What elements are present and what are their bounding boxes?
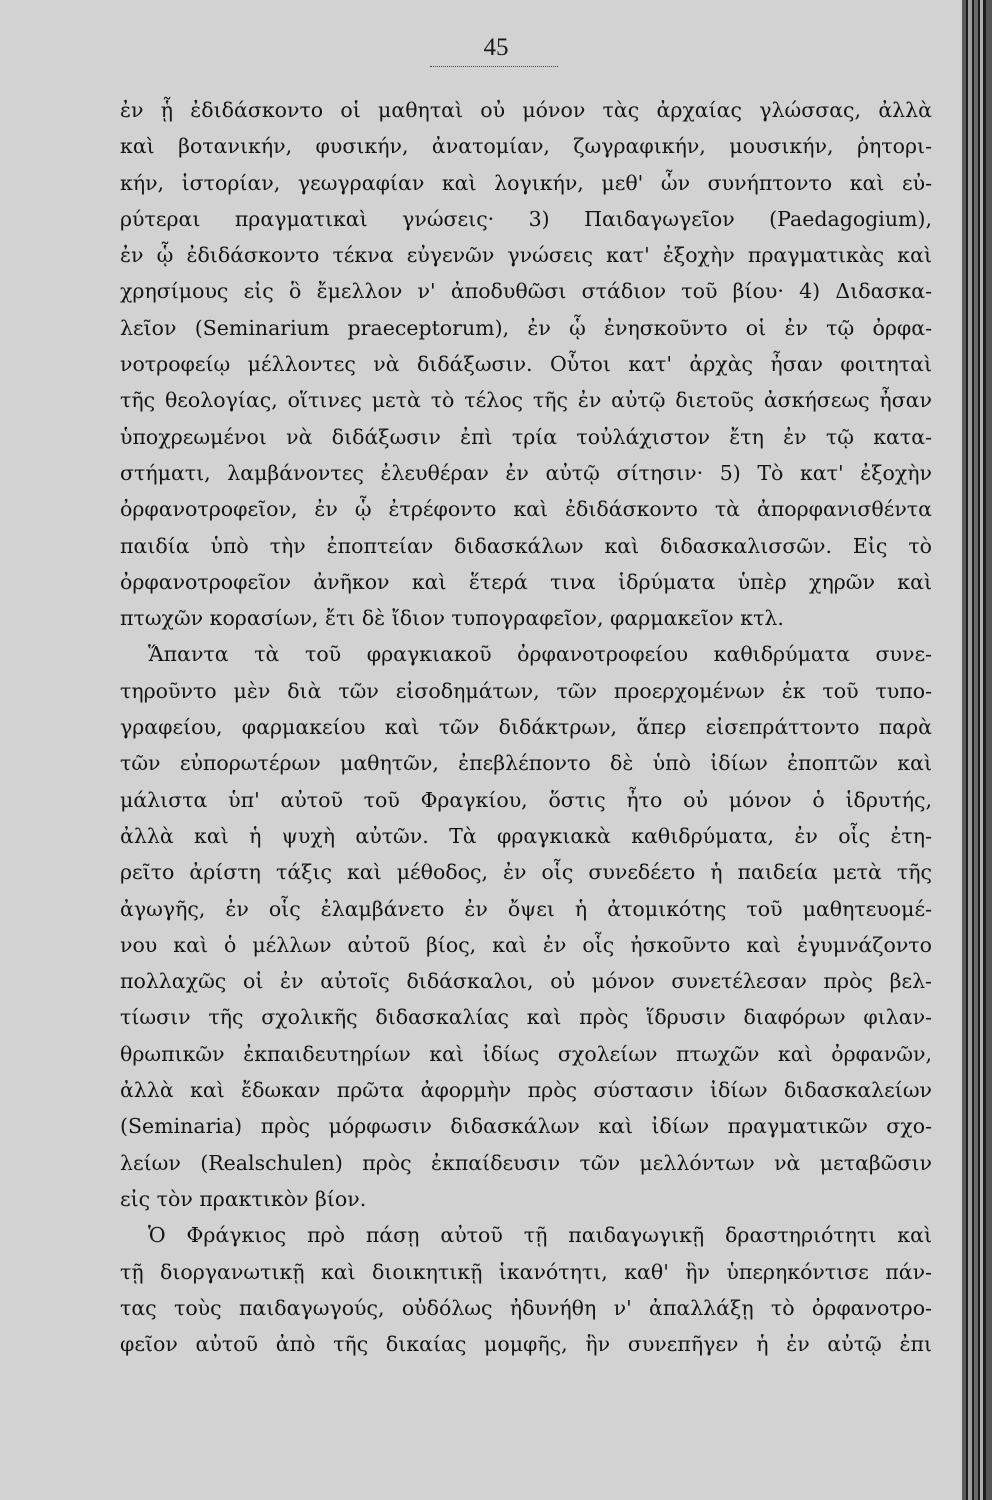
text-line: καὶ βοτανικήν, φυσικήν, ἀνατομίαν, ζωγραφικήν, μουσικήν, ῥητορι- <box>120 134 932 159</box>
text-line: ἀγωγῆς, ἐν οἷς ἐλαμβάνετο ἐν ὄψει ἡ ἀτομικότης τοῦ μαθητευομέ- <box>120 896 932 921</box>
text-line: χρησίμους εἰς ὃ ἔμελλον ν' ἀποδυθῶσι στάδιον τοῦ βίου· 4) Διδασκα- <box>120 279 932 304</box>
page-edge <box>986 0 992 1500</box>
text-line: ἐν ᾧ ἐδιδάσκοντο τέκνα εὐγενῶν γνώσεις κατ' ἐξοχὴν πραγματικὰς καὶ <box>120 243 932 268</box>
text-line: μάλιστα ὑπ' αὐτοῦ τοῦ Φραγκίου, ὅστις ἦτο οὐ μόνον ὁ ἱδρυτής, <box>120 787 932 812</box>
page-edge <box>980 0 983 1500</box>
text-line: τῶν εὐπορωτέρων μαθητῶν, ἐπεβλέποντο δὲ ὑπὸ ἰδίων ἐποπτῶν καὶ <box>120 751 932 776</box>
text-line: πολλαχῶς οἱ ἐν αὐτοῖς διδάσκαλοι, οὐ μόνον συνετέλεσαν πρὸς βελ- <box>120 969 932 994</box>
text-line: τηροῦντο μὲν διὰ τῶν εἰσοδημάτων, τῶν προερχομένων ἐκ τοῦ τυπο- <box>120 678 932 703</box>
text-line: ἀλλὰ καὶ ἡ ψυχὴ αὐτῶν. Τὰ φραγκιακὰ καθιδρύματα, ἐν οἷς ἐτη- <box>120 823 932 848</box>
text-line: φεῖον αὐτοῦ ἀπὸ τῆς δικαίας μομφῆς, ἣν συνεπῆγεν ἡ ἐν αὐτῷ ἐπι <box>120 1332 932 1357</box>
text-line: ὀρφανοτροφεῖον, ἐν ᾧ ἐτρέφοντο καὶ ἐδιδάσκοντο τὰ ἀπορφανισθέντα <box>120 497 932 522</box>
text-line: ὑποχρεωμένοι νὰ διδάξωσιν ἐπὶ τρία τοὐλάχιστον ἔτη ἐν τῷ κατα- <box>120 424 932 449</box>
text-line: Ὁ Φράγκιος πρὸ πάσῃ αὐτοῦ τῇ παιδαγωγικῇ δραστηριότητι καὶ <box>148 1223 932 1248</box>
text-line: ὀρφανοτροφεῖον ἀνῆκον καὶ ἕτερά τινα ἱδρύματα ὑπὲρ χηρῶν καὶ <box>120 569 932 594</box>
text-line: λεῖον (Seminarium praeceptorum), ἐν ᾧ ἐνησκοῦντο οἱ ἐν τῷ ὀρφα- <box>120 315 932 340</box>
text-line: Ἅπαντα τὰ τοῦ φραγκιακοῦ ὀρφανοτροφείου καθιδρύματα συνε- <box>148 642 932 667</box>
page-number: 45 <box>483 34 509 61</box>
text-line: εἰς τὸν πρακτικὸν βίον. <box>120 1186 367 1211</box>
text-line: θρωπικῶν ἐκπαιδευτηρίων καὶ ἰδίως σχολείων πτωχῶν καὶ ὀρφανῶν, <box>120 1041 932 1066</box>
page-number-rule <box>430 66 558 67</box>
text-line: νου καὶ ὁ μέλλων αὐτοῦ βίος, καὶ ἐν οἷς ἠσκοῦντο καὶ ἐγυμνάζοντο <box>120 932 932 957</box>
page-edge <box>974 0 978 1500</box>
text-line: πτωχῶν κορασίων, ἔτι δὲ ἴδιον τυπογραφεῖον, φαρμακεῖον κτλ. <box>120 606 784 631</box>
text-line: στήματι, λαμβάνοντες ἐλευθέραν ἐν αὐτῷ σίτησιν· 5) Τὸ κατ' ἐξοχὴν <box>120 460 932 485</box>
text-line: (Seminaria) πρὸς μόρφωσιν διδασκάλων καὶ ἰδίων πραγματικῶν σχο- <box>120 1114 932 1139</box>
text-line: ἐν ᾗ ἐδιδάσκοντο οἱ μαθηταὶ οὐ μόνον τὰς ἀρχαίας γλώσσας, ἀλλὰ <box>120 98 932 122</box>
text-line: ρεῖτο ἀρίστη τάξις καὶ μέθοδος, ἐν οἷς συνεδέετο ἡ παιδεία μετὰ τῆς <box>120 860 932 885</box>
text-line: ἀλλὰ καὶ ἔδωκαν πρῶτα ἀφορμὴν πρὸς σύστασιν ἰδίων διδασκαλείων <box>120 1078 932 1103</box>
text-line: νοτροφείῳ μέλλοντες νὰ διδάξωσιν. Οὗτοι κατ' ἀρχὰς ἦσαν φοιτηταὶ <box>120 352 932 377</box>
text-line: τας τοὺς παιδαγωγούς, οὐδόλως ἠδυνήθη ν' ἀπαλλάξῃ τὸ ὀρφανοτρο- <box>120 1295 932 1320</box>
text-line: κήν, ἱστορίαν, γεωγραφίαν καὶ λογικήν, μεθ' ὧν συνήπτοντο καὶ εὐ- <box>120 170 932 195</box>
text-line: τίωσιν τῆς σχολικῆς διδασκαλίας καὶ πρὸς ἵδρυσιν διαφόρων φιλαν- <box>120 1005 932 1030</box>
text-line: παιδία ὑπὸ τὴν ἐποπτείαν διδασκάλων καὶ διδασκαλισσῶν. Εἰς τὸ <box>120 533 932 558</box>
text-line: τῇ διοργανωτικῇ καὶ διοικητικῇ ἱκανότητι, καθ' ἣν ὑπερηκόντισε πάν- <box>120 1259 932 1284</box>
page-edge <box>968 0 972 1500</box>
text-line: λείων (Realschulen) πρὸς ἐκπαίδευσιν τῶν μελλόντων νὰ μεταβῶσιν <box>120 1150 932 1175</box>
text-line: γραφείου, φαρμακείου καὶ τῶν διδάκτρων, ἅπερ εἰσεπράττοντο παρὰ <box>120 715 932 740</box>
body-text <box>120 92 932 1362</box>
page-edge <box>962 0 966 1500</box>
text-line: τῆς θεολογίας, οἵτινες μετὰ τὸ τέλος τῆς ἐν αὐτῷ διετοῦς ἀσκήσεως ἦσαν <box>120 388 932 413</box>
text-line: ρύτεραι πραγματικαὶ γνώσεις· 3) Παιδαγωγεῖον (Paedagogium), <box>120 206 932 231</box>
